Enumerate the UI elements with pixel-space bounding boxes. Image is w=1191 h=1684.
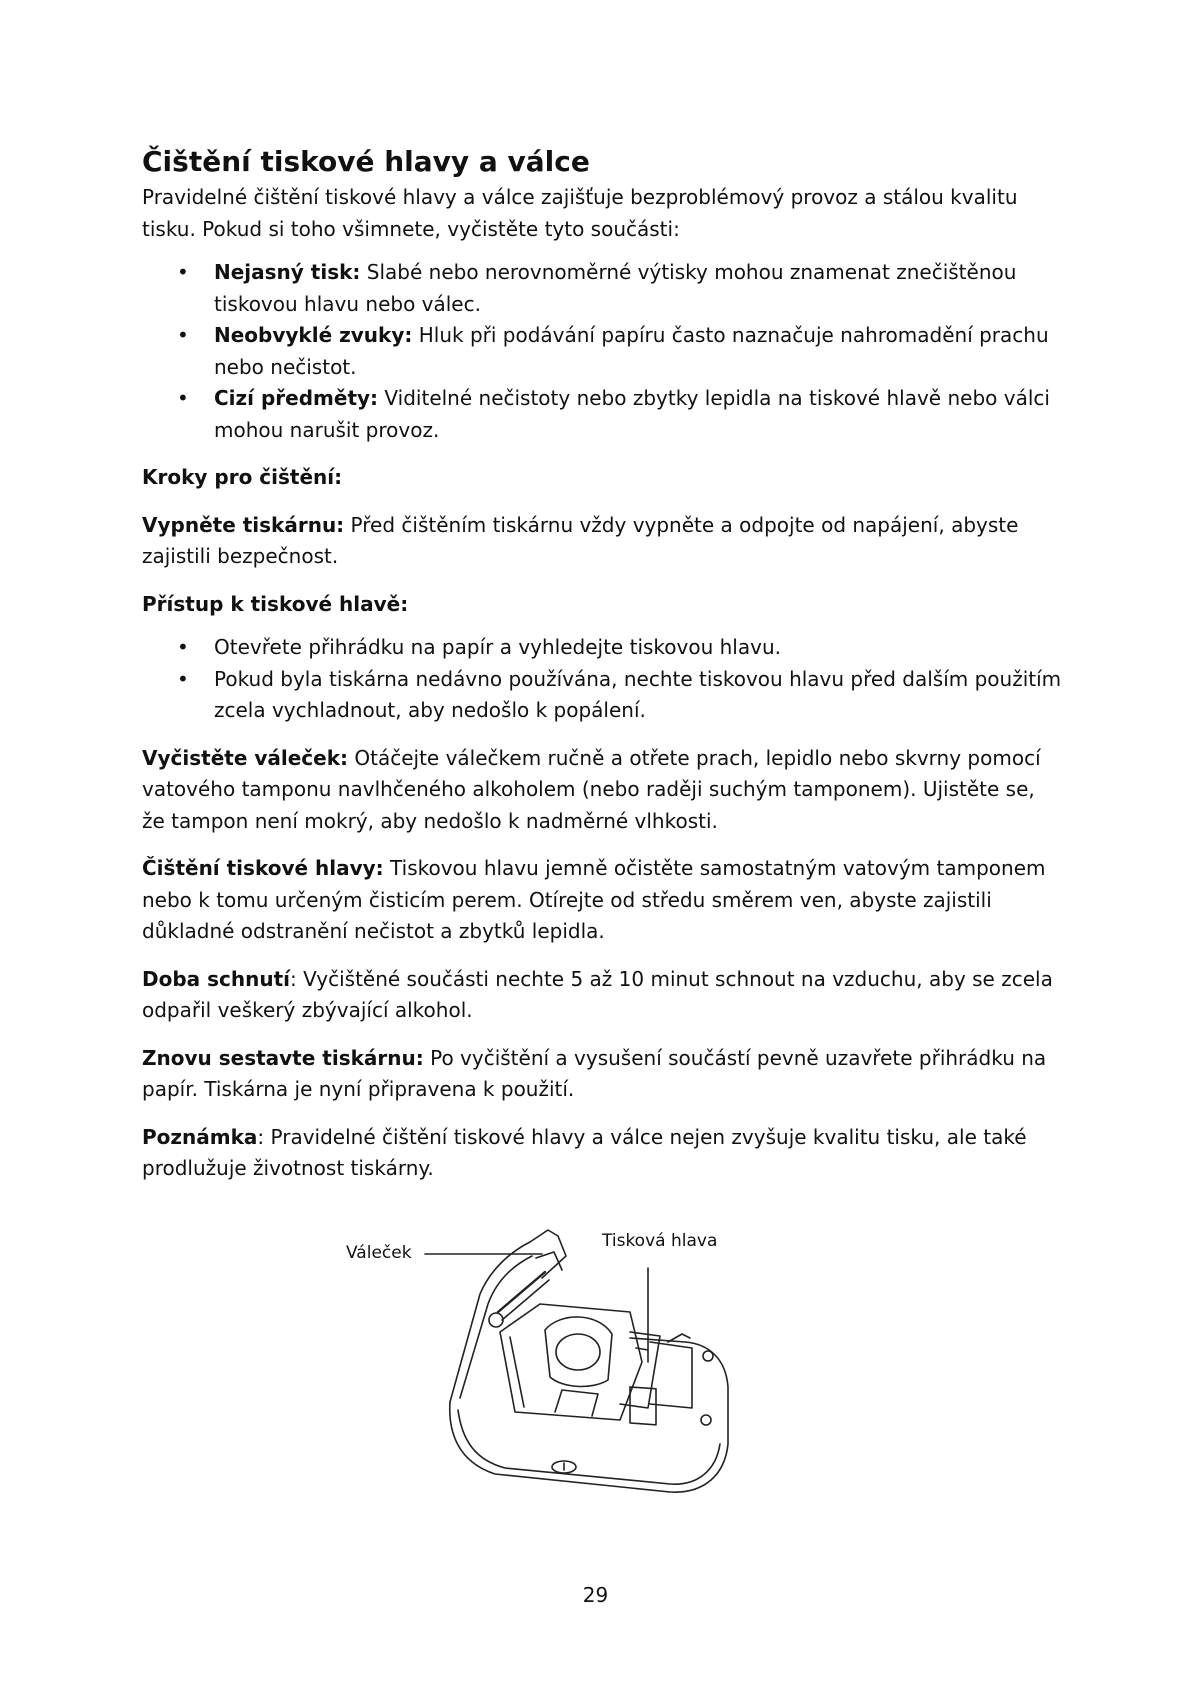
screw-icon	[703, 1351, 713, 1361]
list-item: • Pokud byla tiskárna nedávno používána, nechte tiskovou hlavu před dalším použitím zcela vychladnout, aby nedošlo k popálení.	[214, 664, 1062, 727]
list-item: • Otevřete přihrádku na papír a vyhledejte tiskovou hlavu.	[214, 632, 1062, 664]
drying-text: : Vyčištěné součásti nechte 5 až 10 minut schnout na vzduchu, aby se zcela odpařil veškerý zbývající alkohol.	[142, 966, 1053, 1022]
power-off-term: Vypněte tiskárnu:	[142, 512, 345, 537]
note-paragraph	[142, 1122, 1062, 1185]
paper-roll-holder	[545, 1317, 612, 1387]
drying-paragraph	[142, 964, 1062, 1027]
list-item-term: Neobvyklé zvuky:	[214, 323, 413, 347]
power-off-paragraph	[142, 510, 1062, 573]
steps-heading-text: Kroky pro čištění:	[142, 465, 343, 489]
access-heading	[142, 589, 1062, 621]
power-off-text: Před čištěním tiskárnu vždy vypněte a odpojte od napájení, abyste zajistili bezpečnost.	[142, 512, 1019, 568]
roller-label: Váleček	[346, 1243, 412, 1263]
steps-heading	[142, 462, 1062, 494]
roller-term: Vyčistěte váleček:	[142, 745, 349, 770]
print-head-label: Tisková hlava	[602, 1231, 718, 1251]
access-list	[142, 632, 1062, 727]
print-head-line	[636, 1348, 648, 1350]
access-heading-text: Přístup k tiskové hlavě:	[142, 591, 409, 616]
holder-base	[555, 1390, 598, 1416]
page-title: Čištění tiskové hlavy a válce	[142, 145, 590, 178]
printer-body	[450, 1338, 728, 1492]
symptom-list	[142, 257, 1062, 446]
paper-roll-hub	[556, 1334, 600, 1370]
roller-paragraph	[142, 743, 1062, 838]
intro-paragraph: Pravidelné čištění tiskové hlavy a válce zajišťuje bezproblémový provoz a stálou kvalitu tisku. Pokud si toho všimnete, vyčistěte tyto součásti:	[142, 185, 1018, 241]
reassemble-text: Po vyčištění a vysušení součástí pevně uzavřete přihrádku na papír. Tiskárna je nyní připravena k použití.	[142, 1045, 1047, 1101]
list-item-term: Nejasný tisk:	[214, 260, 361, 284]
paper-compartment	[500, 1304, 642, 1420]
note-term: Poznámka	[142, 1124, 258, 1149]
head-text: Tiskovou hlavu jemně očistěte samostatným vatovým tamponem nebo k tomu určeným čisticím perem. Otírejte od středu směrem ven, abyste zajistili důkladné odstranění nečistot a zbytků lepidla.	[142, 856, 1046, 943]
printer-figure	[330, 1212, 800, 1502]
list-item-text: Viditelné nečistoty nebo zbytky lepidla na tiskové hlavě nebo válci mohou narušit provoz.	[214, 386, 1050, 442]
list-item-text: Hluk při podávání papíru často naznačuje nahromadění prachu nebo nečistot.	[214, 323, 1049, 379]
head-term: Čištění tiskové hlavy:	[142, 856, 384, 880]
screw-icon	[701, 1415, 711, 1425]
page-content	[142, 142, 1062, 1185]
note-text: : Pravidelné čištění tiskové hlavy a válce nejen zvyšuje kvalitu tisku, ale také prodlužuje životnost tiskárny.	[142, 1124, 1027, 1180]
list-item	[214, 383, 1062, 446]
printer-body-inner-edge	[458, 1410, 720, 1484]
drying-term: Doba schnutí	[142, 966, 291, 991]
list-item-term: Cizí předměty:	[214, 386, 379, 410]
list-item	[214, 257, 1062, 320]
roller-text: Otáčejte válečkem ručně a otřete prach, lepidlo nebo skvrny pomocí vatového tamponu navlhčeného alkoholem (nebo raději suchým tamponem). Ujistěte se, že tampon není mokrý, aby nedošlo k nadměrné vlhkosti.	[142, 745, 1041, 833]
reassemble-term: Znovu sestavte tiskárnu:	[142, 1045, 424, 1070]
head-paragraph	[142, 853, 1062, 948]
list-item-text: Slabé nebo nerovnoměrné výtisky mohou znamenat znečištěnou tiskovou hlavu nebo válec.	[214, 260, 1017, 316]
list-item	[214, 320, 1062, 383]
roller-knob	[489, 1313, 503, 1327]
reassemble-paragraph	[142, 1043, 1062, 1106]
print-head	[620, 1332, 660, 1408]
page-number: 29	[582, 1583, 609, 1607]
